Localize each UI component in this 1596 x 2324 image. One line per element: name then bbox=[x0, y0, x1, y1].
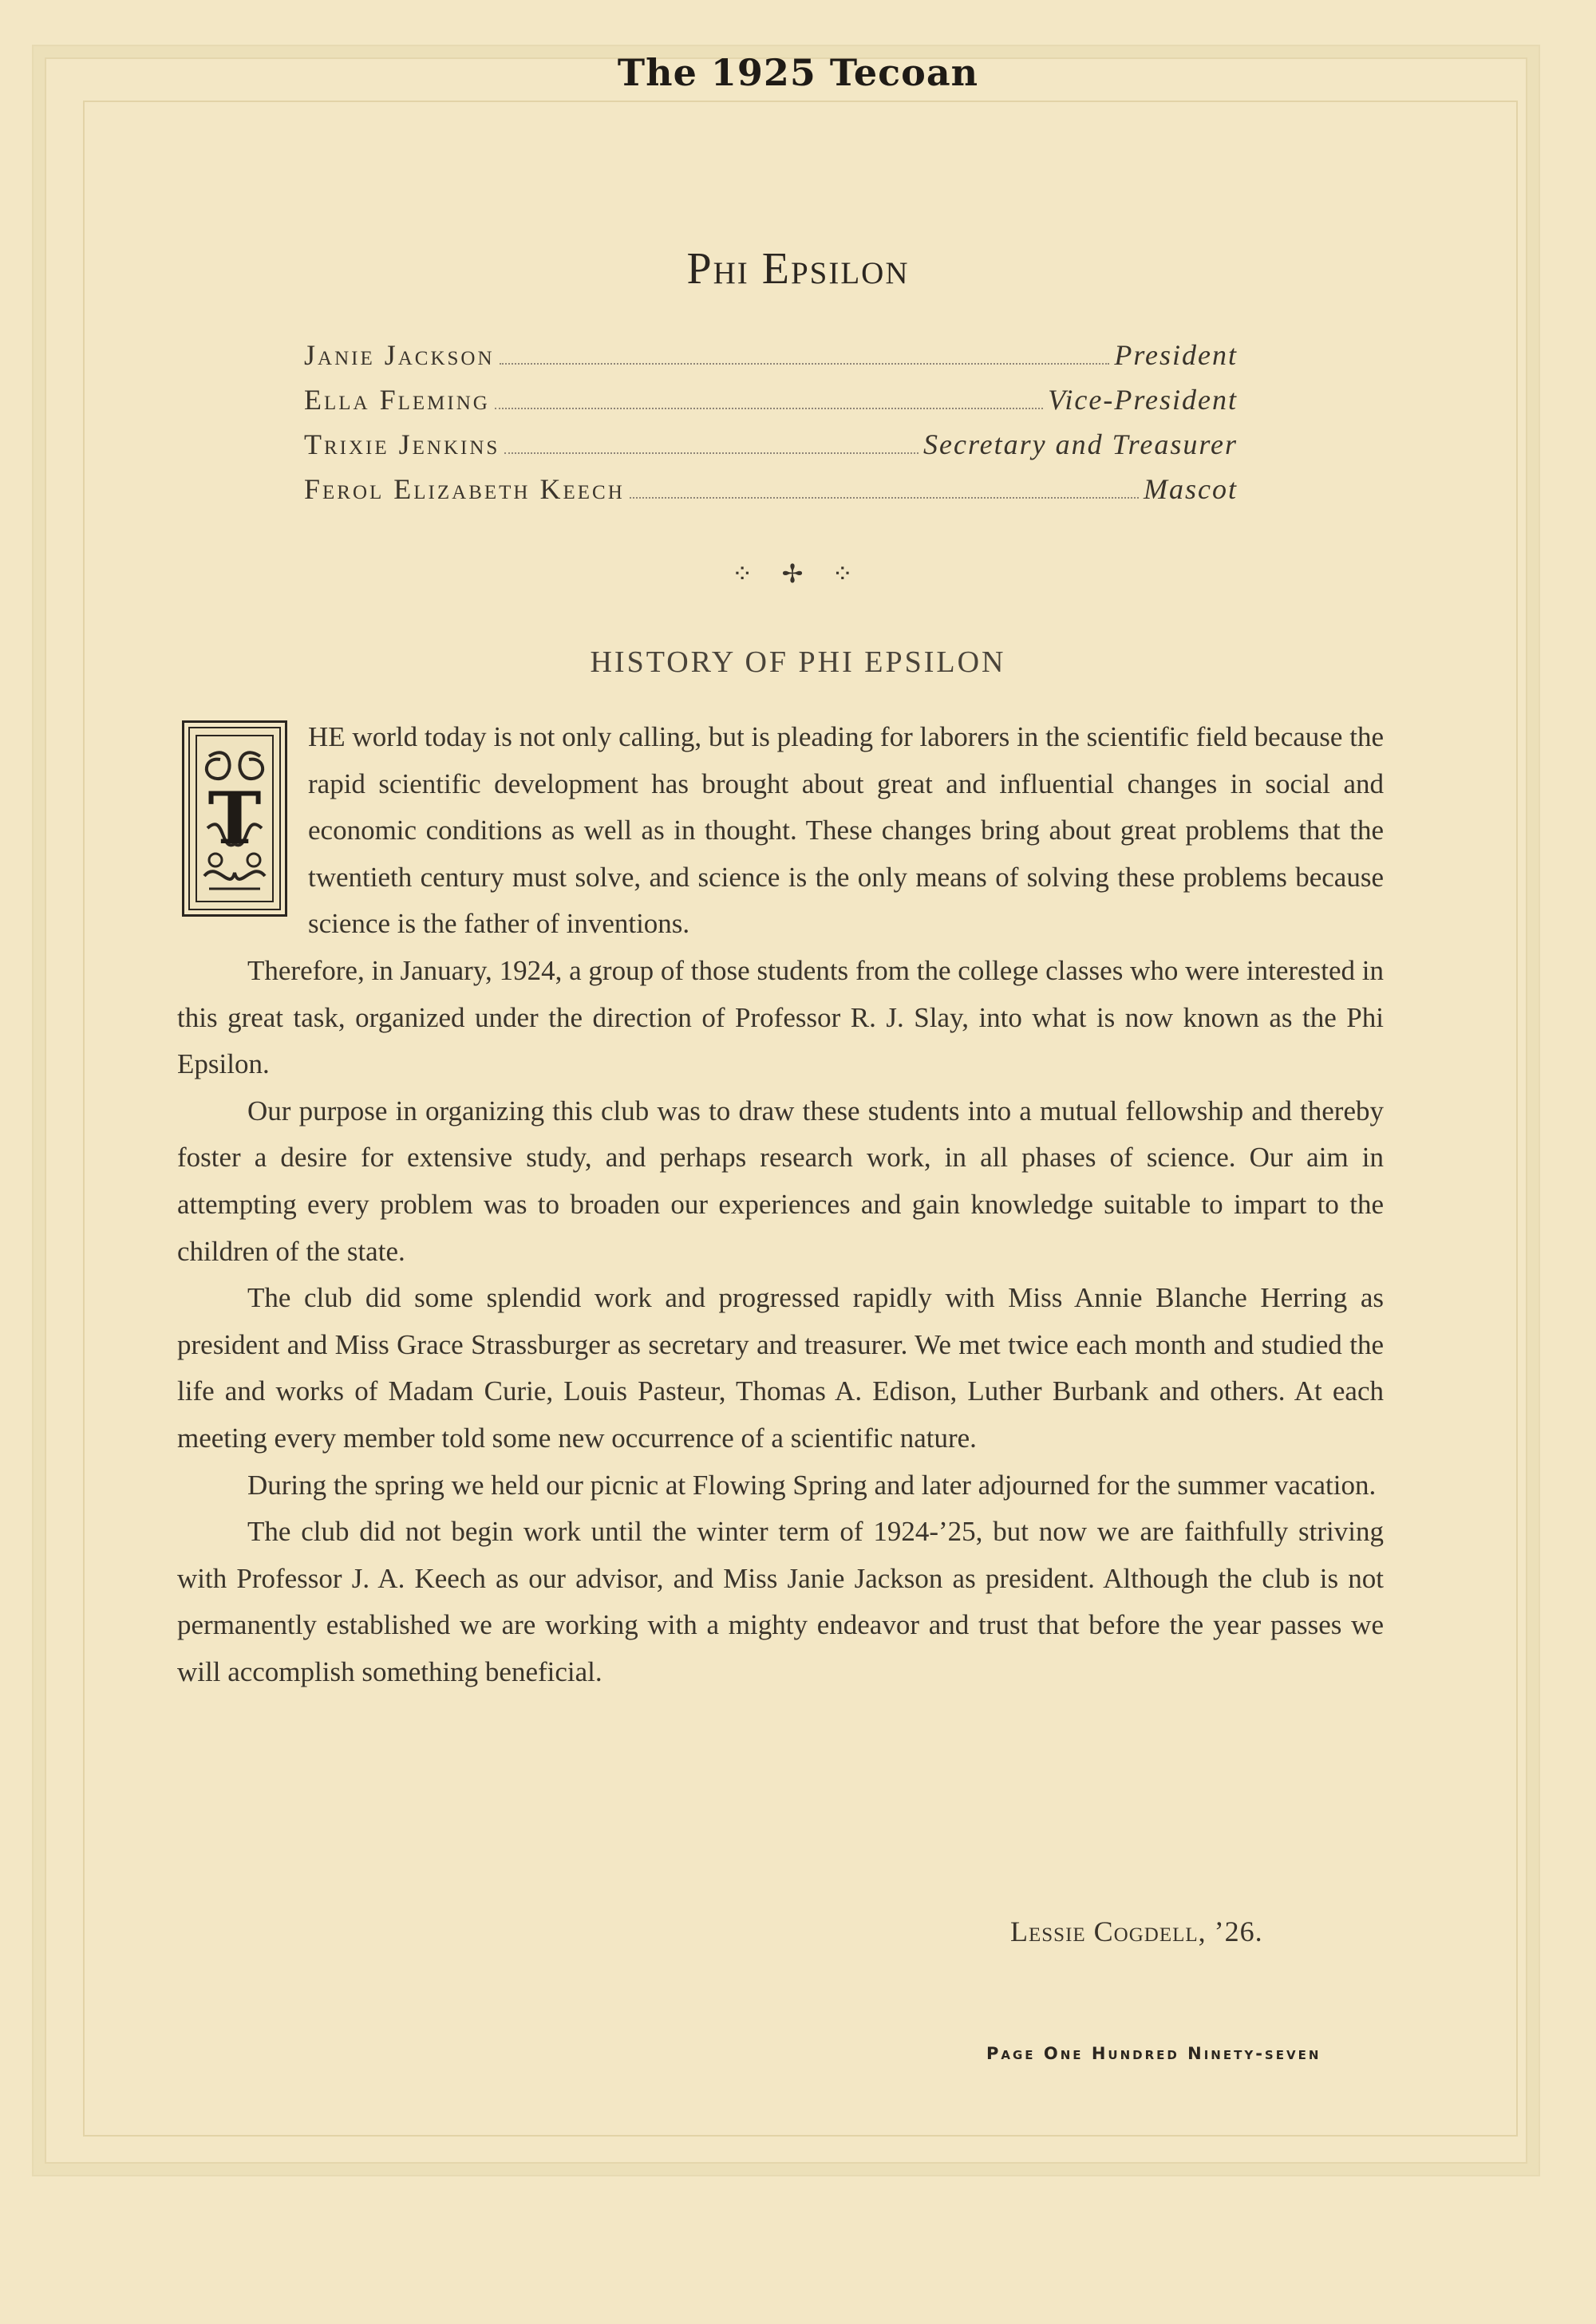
running-head: The 1925 Tecoan bbox=[617, 51, 979, 94]
history-paragraph: Our purpose in organizing this club was to draw these students into a mutual fellowship and thereby foster a desire for extensive study, and perhaps research work, in all phases of science. Our aim in attempting every problem was to broaden our experiences and gain knowledge suitable to impart to the children of the state. bbox=[177, 1095, 1384, 1267]
history-paragraph: During the spring we held our picnic at Flowing Spring and later adjourned for the summer vacation. bbox=[247, 1469, 1377, 1501]
officer-role: Mascot bbox=[1144, 473, 1238, 505]
officer-role: President bbox=[1114, 339, 1238, 371]
officer-name: Janie Jackson bbox=[304, 339, 495, 371]
history-body bbox=[177, 714, 1384, 1695]
drop-cap bbox=[182, 720, 287, 917]
officer-name: Trixie Jenkins bbox=[304, 428, 500, 460]
history-paragraph: The club did some splendid work and progressed rapidly with Miss Annie Blanche Herring as president and Miss Grace Strassburger as secretary and treasurer. We met twice each month and studied the life and works of Madam Curie, Louis Pasteur, Thomas A. Edison, Luther Burbank and others. At each meeting every member told some new occurrence of a scientific nature. bbox=[177, 1282, 1384, 1454]
history-paragraph: Therefore, in January, 1924, a group of those students from the college classes who were interested in this great task, organized under the direction of Professor R. J. Slay, into what is now known as the Phi Epsilon. bbox=[177, 954, 1384, 1080]
officer-row bbox=[304, 472, 1238, 517]
section-ornament: ⁘ ✢ ⁘ bbox=[731, 559, 865, 588]
officer-name: Ferol Elizabeth Keech bbox=[304, 473, 625, 505]
page-title: Phi Epsilon bbox=[686, 244, 910, 294]
officer-list bbox=[304, 338, 1238, 517]
history-heading: HISTORY OF PHI EPSILON bbox=[590, 645, 1006, 679]
history-paragraph: The club did not begin work until the winter term of 1924-’25, but now we are faithfully striving with Professor J. A. Keech as our advisor, and Miss Janie Jackson as president. Although the club is not permanently established we are working with a mighty endeavor and trust that before the year passes we will accomplish something beneficial. bbox=[177, 1516, 1384, 1687]
drop-cap-letter: T bbox=[207, 775, 262, 861]
officer-name: Ella Fleming bbox=[304, 384, 490, 416]
officer-row bbox=[304, 428, 1238, 472]
author-signature: Lessie Cogdell, ’26. bbox=[1010, 1916, 1263, 1947]
dot-leader bbox=[504, 452, 918, 454]
officer-row bbox=[304, 338, 1238, 383]
history-paragraph: HE world today is not only calling, but is pleading for laborers in the scientific field because the rapid scientific development has brought about great and influential changes in social and economic conditions as well as in thought. These changes bring about great problems that the twentieth century must solve, and science is the only means of solving these problems because science is the father of inventions. bbox=[308, 721, 1384, 940]
dot-leader bbox=[630, 497, 1139, 499]
officer-row bbox=[304, 383, 1238, 428]
dot-leader bbox=[500, 363, 1110, 365]
officer-role: Vice-President bbox=[1048, 384, 1238, 416]
page-number: Page One Hundred Ninety-seven bbox=[986, 2044, 1321, 2063]
officer-role: Secretary and Treasurer bbox=[923, 428, 1238, 460]
dot-leader bbox=[495, 408, 1043, 409]
